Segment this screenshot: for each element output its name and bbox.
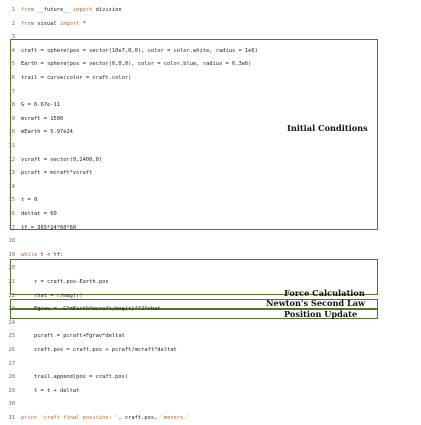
- line-number: 7: [11, 88, 15, 95]
- line-number: 21: [8, 279, 15, 285]
- code-line-16: [0, 210, 57, 218]
- code-token: mEarth = 5.97e24: [21, 129, 73, 136]
- code-line-25: [0, 332, 125, 340]
- line-number: 11: [8, 143, 15, 149]
- code-line-28: [0, 373, 128, 381]
- line-number: 25: [8, 333, 15, 340]
- code-line-7: [0, 88, 21, 96]
- line-number: 1: [11, 7, 15, 13]
- code-token: r = craft.pos-Earth.pos: [21, 279, 109, 285]
- line-number: 4: [11, 47, 15, 54]
- code-line-1: [0, 6, 122, 14]
- line-number: 14: [8, 183, 15, 190]
- code-token: t < tf:: [40, 251, 64, 258]
- code-line-30: [0, 400, 21, 408]
- line-number: 23: [8, 306, 15, 313]
- line-number: 17: [8, 224, 15, 231]
- code-line-14: [0, 183, 21, 191]
- force-calculation-label: Force Calculation: [284, 288, 365, 298]
- line-number: 15: [8, 197, 15, 204]
- code-line-8: [0, 101, 60, 109]
- code-token: craft.pos = craft.pos + pcraft/mcraft*deltat: [21, 347, 177, 353]
- line-number: 30: [8, 401, 15, 408]
- line-number: 26: [8, 347, 15, 353]
- line-number: 18: [8, 238, 15, 245]
- code-token: mcraft = 1500: [21, 115, 64, 122]
- line-number: 24: [8, 319, 15, 326]
- code-line-24: [0, 319, 21, 327]
- code-line-20: [0, 264, 21, 272]
- code-token: G = 6.67e-11: [21, 102, 60, 109]
- newtons-second-law-label: Newton's Second Law: [266, 298, 366, 308]
- string-token: 'meters.': [160, 415, 190, 421]
- code-token: vcraft = vector(0,2400,0): [21, 156, 103, 163]
- code-token: craft = sphere(pos = vector(10e7,0,0), color = color.white, radius = 1e6): [21, 47, 258, 54]
- line-number: 3: [11, 34, 15, 41]
- code-line-21: [0, 278, 109, 286]
- code-token: Earth = sphere(pos = vector(0,0,0), color = color.blue, radius = 6.3e6): [21, 61, 252, 68]
- keyword-token: print: [21, 415, 41, 421]
- code-token: Fgrav = -G*mEarth*mcraft/mag(r)**2*rhat: [21, 306, 161, 313]
- code-line-11: [0, 142, 21, 150]
- code-line-19: [0, 251, 63, 259]
- code-line-4: [0, 47, 258, 55]
- code-token: __future__: [37, 7, 70, 13]
- line-number: 12: [8, 156, 15, 163]
- code-line-3: [0, 33, 21, 41]
- line-number: 22: [8, 292, 15, 299]
- code-line-17: [0, 224, 76, 232]
- code-line-15: [0, 196, 37, 204]
- code-line-22: [0, 292, 83, 300]
- code-token: trail.append(pos = craft.pos): [21, 374, 129, 381]
- line-number: 13: [8, 170, 15, 177]
- line-number: 16: [8, 211, 15, 217]
- code-token: *: [82, 20, 86, 27]
- code-token: , craft.pos,: [118, 415, 161, 421]
- code-token: trail = curve(color = craft.color): [21, 75, 132, 81]
- code-line-12: [0, 156, 102, 164]
- code-token: division: [95, 7, 122, 13]
- code-line-23: [0, 305, 161, 313]
- initial-conditions-label: Initial Conditions: [287, 123, 368, 133]
- code-token: visual: [37, 20, 57, 27]
- code-line-29: [0, 387, 79, 395]
- line-number: 28: [8, 374, 15, 381]
- code-line-13: [0, 169, 92, 177]
- code-line-10: [0, 128, 73, 136]
- code-line-26: [0, 346, 177, 354]
- code-token: t = 0: [21, 197, 38, 204]
- line-number: 27: [8, 360, 15, 367]
- keyword-token: while: [21, 251, 41, 258]
- code-line-5: [0, 60, 251, 68]
- code-line-6: [0, 74, 131, 82]
- line-number: 19: [8, 251, 15, 258]
- line-number: 6: [11, 75, 15, 81]
- line-number: 2: [11, 20, 15, 27]
- code-token: tf = 365*24*60*60: [21, 224, 77, 231]
- code-line-31: [0, 414, 190, 422]
- line-number: 8: [11, 102, 15, 109]
- keyword-token: import: [69, 7, 96, 13]
- line-number: 10: [8, 129, 15, 136]
- line-number: 29: [8, 387, 15, 394]
- code-line-9: [0, 115, 63, 123]
- keyword-token: from: [21, 7, 38, 13]
- code-token: pcraft = mcraft*vcraft: [21, 170, 93, 177]
- position-update-label: Position Update: [284, 309, 358, 319]
- code-line-2: [0, 20, 86, 28]
- code-token: pcraft = pcraft+Fgrav*deltat: [21, 333, 125, 340]
- code-line-27: [0, 360, 21, 368]
- keyword-token: import: [56, 20, 83, 27]
- code-token: t = t + deltat: [21, 387, 80, 394]
- keyword-token: from: [21, 20, 38, 27]
- line-number: 9: [11, 115, 15, 122]
- line-number: 31: [8, 415, 15, 421]
- code-token: deltat = 60: [21, 211, 57, 217]
- code-token: rhat = r/mag(r): [21, 292, 83, 299]
- line-number: 20: [8, 265, 15, 272]
- line-number: 5: [11, 61, 15, 68]
- code-line-18: [0, 237, 21, 245]
- string-token: 'craft final position: ': [40, 415, 119, 421]
